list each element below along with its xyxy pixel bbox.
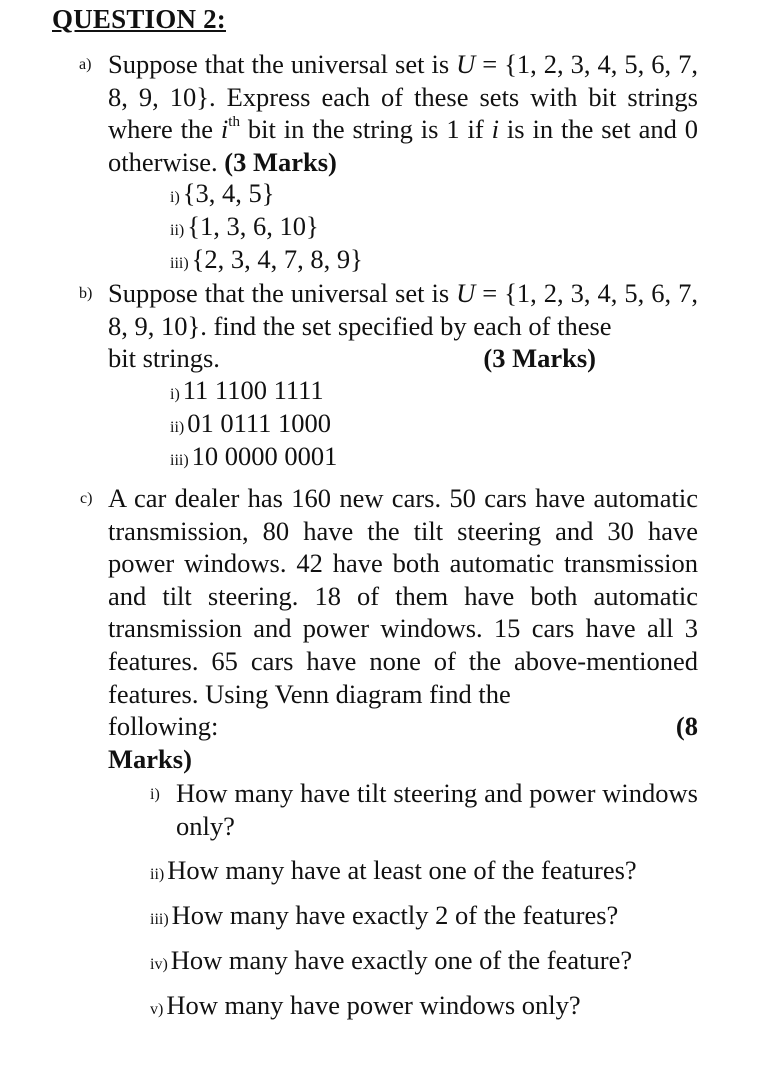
part-b-last-line (108, 342, 596, 374)
item-text: How many have exactly 2 of the features? (171, 900, 619, 930)
part-b-marks: (3 Marks) (483, 343, 596, 373)
item-marker: ii) (150, 866, 165, 883)
item-marker: i) (170, 386, 180, 403)
part-b-last-text: bit strings. (108, 343, 220, 373)
item-text: How many have power windows only? (166, 990, 581, 1020)
item-text: 10 0000 0001 (191, 441, 338, 471)
part-c-item-5 (150, 989, 581, 1026)
th-superscript: th (228, 114, 240, 131)
item-marker: iii) (170, 452, 189, 469)
part-b-intro: Suppose that the universal set is (108, 278, 457, 308)
part-c-marks-2: Marks) (108, 744, 192, 774)
item-text: How many have tilt steering and power windows only? (176, 778, 698, 841)
item-marker: v) (150, 1001, 164, 1018)
item-text: {3, 4, 5} (182, 178, 275, 208)
item-text: How many have exactly one of the feature? (170, 945, 633, 975)
i-symbol-2: i (491, 114, 499, 145)
item-text: 01 0111 1000 (187, 408, 332, 438)
part-a-item-2 (170, 210, 319, 247)
part-a-paragraph (79, 48, 698, 178)
part-b-marker: b) (79, 285, 93, 302)
part-c-last-text: following: (108, 711, 219, 741)
part-a-marks: (3 Marks) (224, 146, 337, 177)
item-text: How many have at least one of the features? (167, 855, 637, 885)
i-symbol: i (220, 114, 229, 145)
part-b-item-1 (170, 374, 324, 411)
part-b-rest: = {1, 2, 3, 4, 5, 6, 7, 8, 9, 10}. find the set specified by each of these (108, 278, 698, 341)
part-c-text: A car dealer has 160 new cars. 50 cars have automatic transmission, 80 have the tilt steering and 30 have power windows. 42 have both automatic transmission and tilt steering. 18 of them have both automatic transmission and power windows. 15 cars have all 3 features. 65 cars have none of the above-mentioned features. Using Venn diagram find the (108, 483, 698, 709)
part-b-item-3 (170, 440, 337, 477)
item-marker: ii) (170, 419, 185, 436)
item-marker: iv) (150, 956, 168, 973)
item-marker: i) (150, 786, 160, 803)
part-a-set: = {1, 2, 3, 4, 5, 6, 7, 8, 9, 10}. Express each of these sets with bit strings where the (108, 49, 698, 145)
universal-set-symbol: U (456, 49, 476, 79)
part-a-intro: Suppose that the universal set is (108, 49, 457, 79)
part-a-item-3 (170, 243, 363, 280)
part-a-marker: a) (79, 56, 92, 73)
part-c-marks-1: (8 (675, 711, 698, 741)
part-a-mid: bit in the string is 1 if (239, 114, 492, 145)
item-text: 11 1100 1111 (182, 375, 324, 405)
question-heading: QUESTION 2: (52, 4, 226, 34)
part-c-item-2 (150, 854, 637, 891)
part-b-paragraph (79, 277, 698, 342)
item-marker: iii) (150, 911, 169, 928)
part-c-marker: c) (80, 490, 93, 507)
part-c-last-line (108, 710, 698, 742)
part-c-paragraph (80, 482, 698, 710)
part-a-end: is in the set and 0 otherwise. (108, 114, 698, 177)
item-text: {2, 3, 4, 7, 8, 9} (191, 244, 363, 274)
part-c-item-3 (150, 899, 618, 936)
item-marker: i) (170, 189, 180, 206)
part-a-item-1 (170, 177, 274, 214)
part-b-item-2 (170, 407, 331, 444)
part-c-item-1 (150, 777, 698, 843)
item-marker: ii) (170, 222, 185, 239)
universal-set-symbol: U (456, 278, 476, 308)
part-c-item-4 (150, 944, 632, 981)
item-text: {1, 3, 6, 10} (187, 211, 319, 241)
item-marker: iii) (170, 255, 189, 272)
